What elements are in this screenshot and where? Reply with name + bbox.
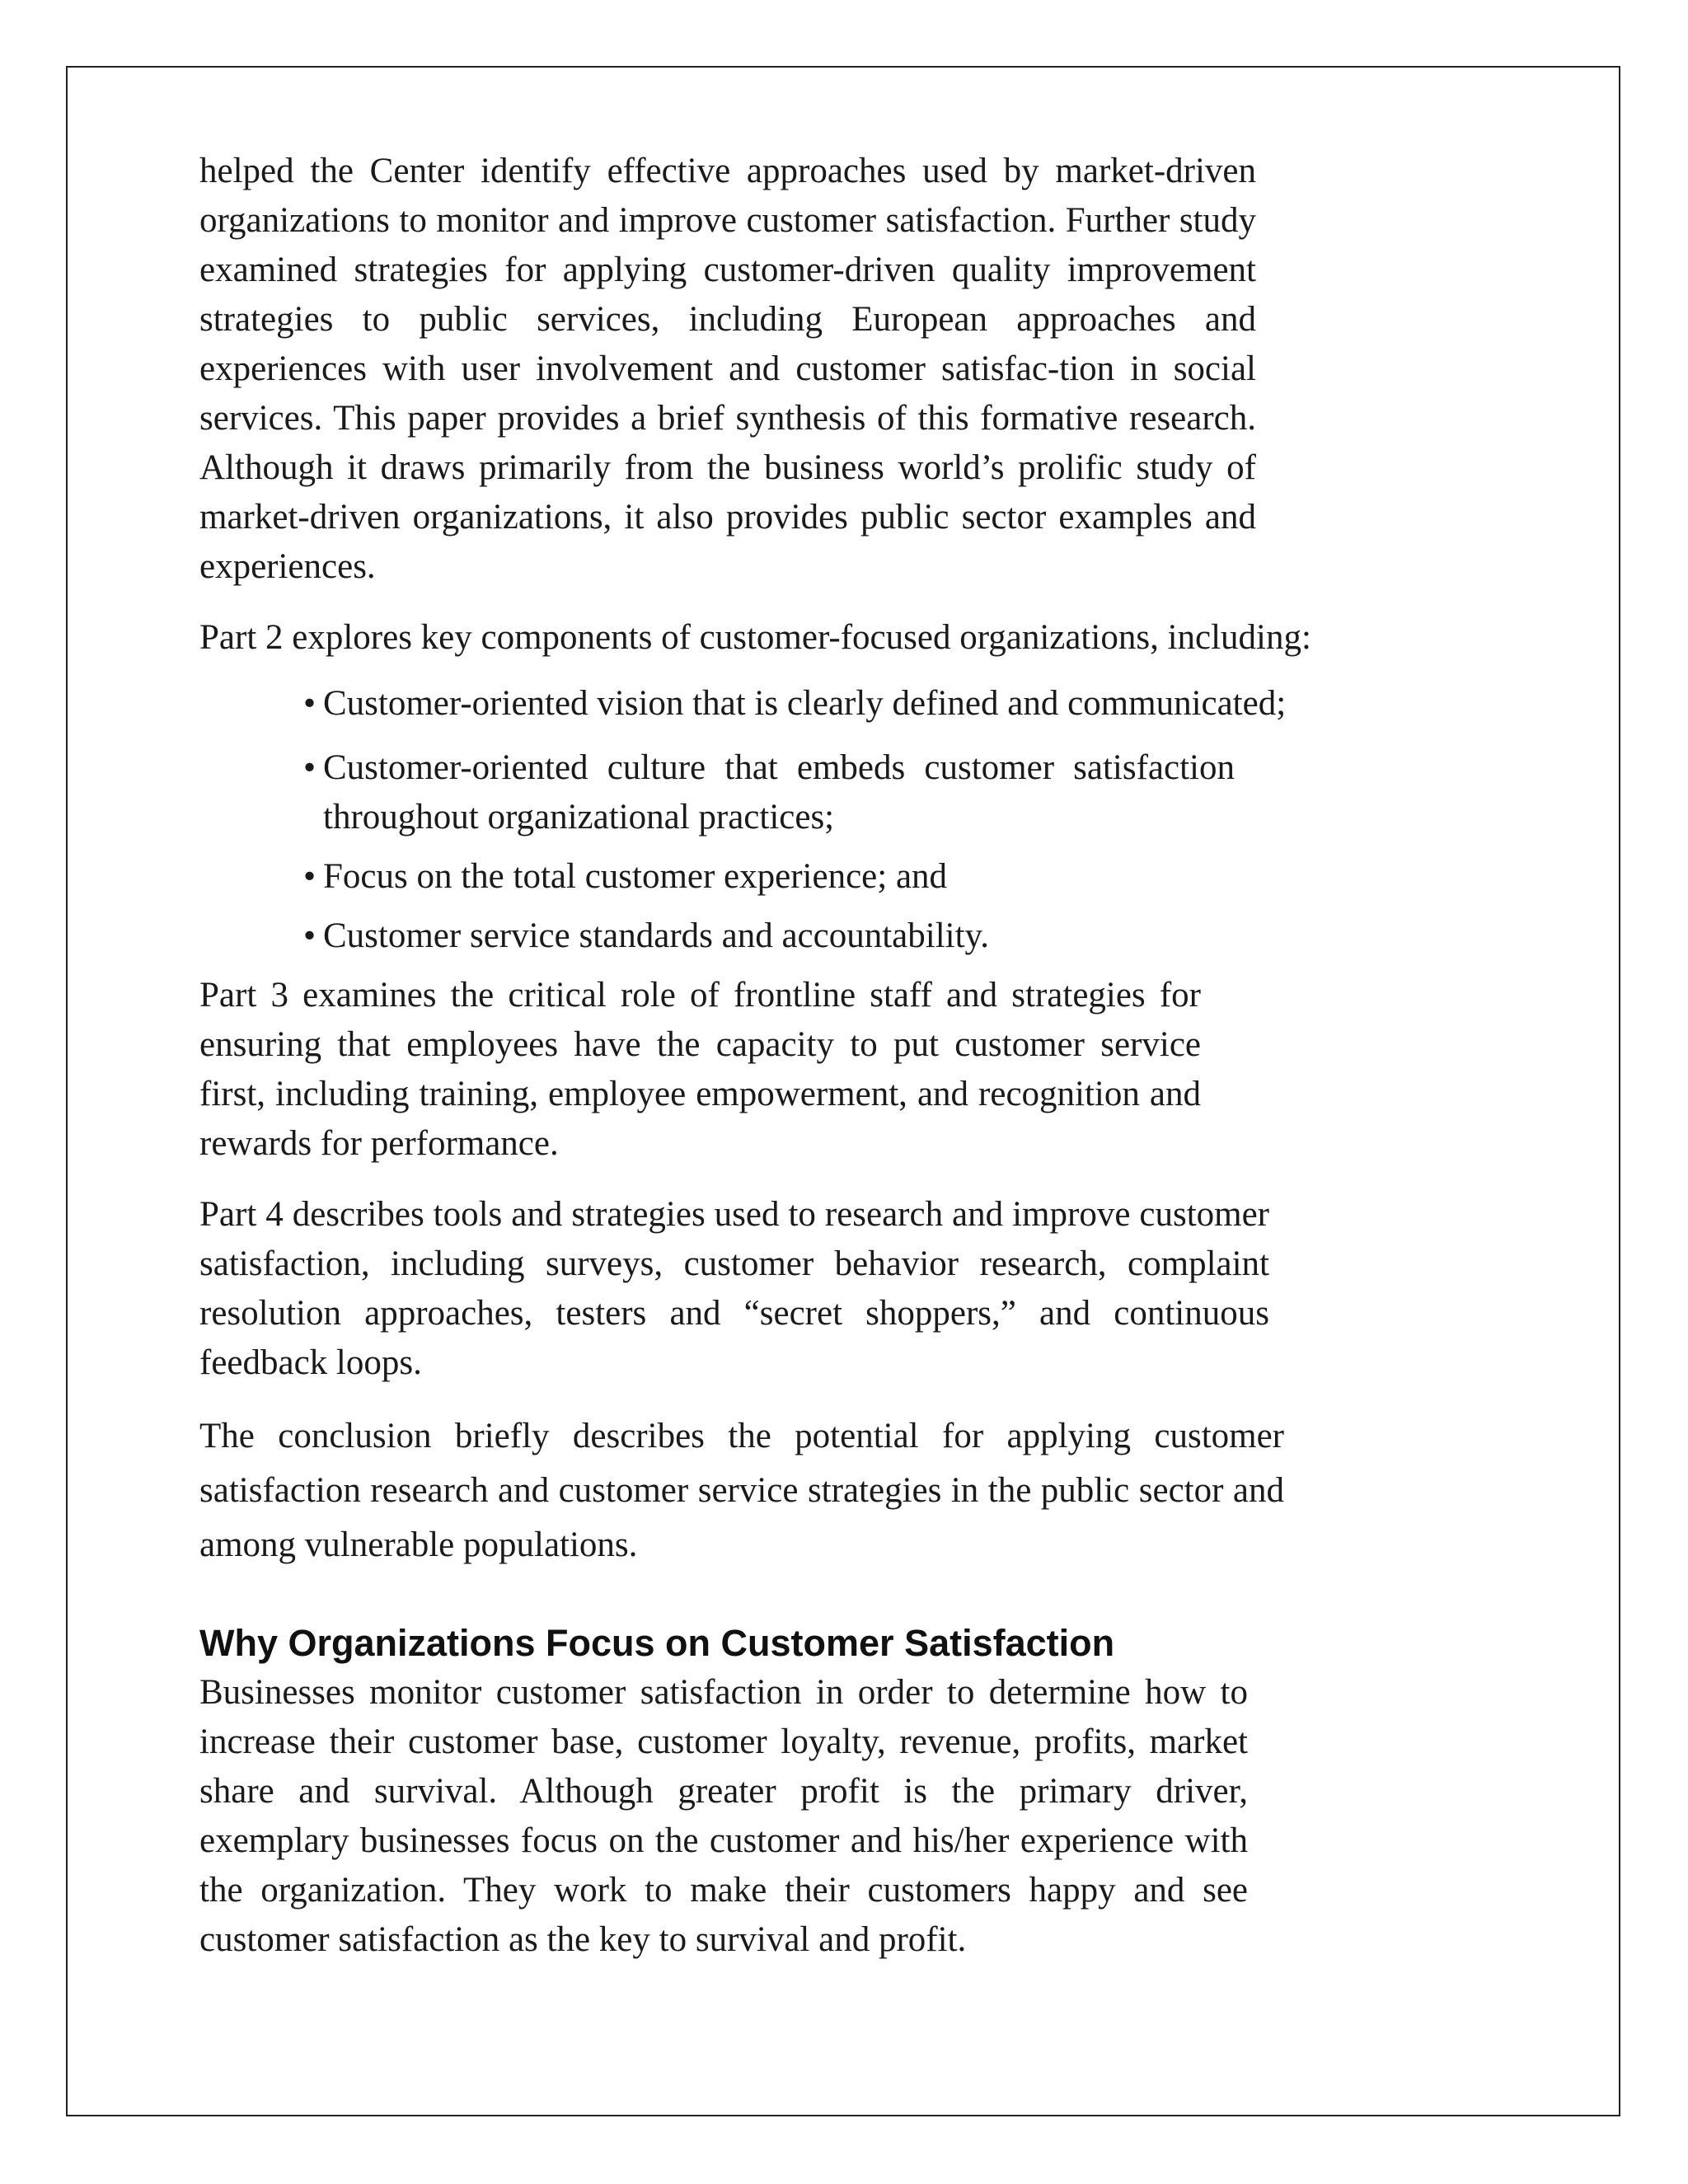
paragraph-part-2: Part 2 explores key components of customer-focused organizations, including: bbox=[199, 618, 1311, 657]
document-body bbox=[199, 147, 1363, 1965]
bullet-item: • Focus on the total customer experience; and bbox=[303, 852, 1363, 902]
paragraph-conclusion: The conclusion briefly describes the potential for applying customer satisfaction research and customer service strategies in the public sector and among vulnerable populations. bbox=[199, 1417, 1284, 1564]
paragraph-why-focus: Businesses monitor customer satisfaction in order to determine how to increase their customer base, customer loyalty, revenue, profits, market share and survival. Although greater profit is the primary driver, exemplary businesses focus on the customer and his/her experience with the organization. They work to make their customers happy and see customer satisfaction as the key to survival and profit. bbox=[199, 1673, 1248, 1959]
paragraph-part-3: Part 3 examines the critical role of frontline staff and strategies for ensuring that employees have the capacity to put customer service first, including training, employee empowerment, and recognition and rewards for performance. bbox=[199, 976, 1201, 1163]
bullet-item: • Customer-oriented culture that embeds customer satisfaction throughout organizational practices; bbox=[303, 743, 1235, 842]
section-heading: Why Organizations Focus on Customer Satisfaction bbox=[199, 1622, 1115, 1664]
paragraph-intro-continuation: helped the Center identify effective approaches used by market-driven organizations to monitor and improve customer satisfaction. Further study examined strategies for applying customer-driven quality improvement strategies to public services, including European approaches and experiences with user involvement and customer satisfac-tion in social services. This paper provides a brief synthesis of this formative research. Although it draws primarily from the business world’s prolific study of market-driven organizations, it also provides public sector examples and experiences. bbox=[199, 152, 1256, 586]
paragraph-part-4: Part 4 describes tools and strategies used to research and improve customer satisfaction, including surveys, customer behavior research, complaint resolution approaches, testers and “secret shoppers,” and continuous feedback loops. bbox=[199, 1195, 1269, 1382]
bullet-item: • Customer service standards and accountability. bbox=[303, 912, 1363, 961]
bullet-item: • Customer-oriented vision that is clearly defined and communicated; bbox=[303, 679, 1363, 729]
components-bullet-list bbox=[199, 679, 1363, 961]
